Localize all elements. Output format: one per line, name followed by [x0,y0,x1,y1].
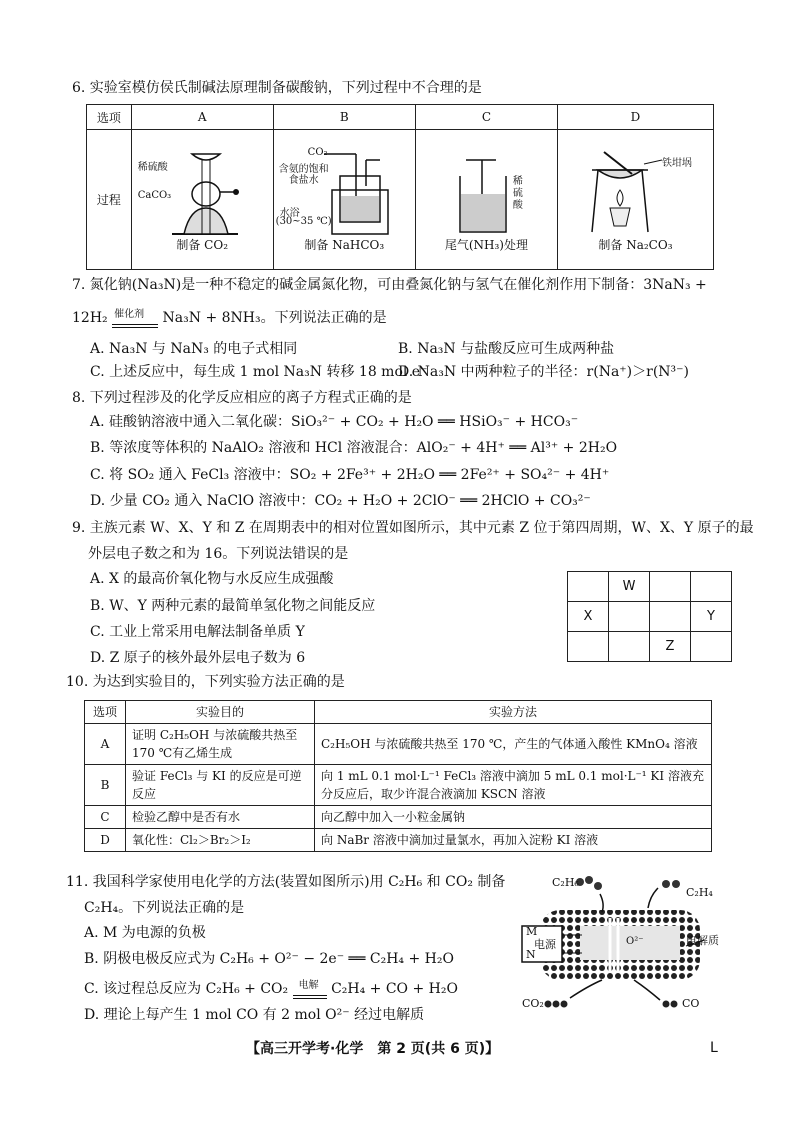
q6-cell-b [273,130,415,270]
electrolysis-cell-figure [510,868,734,1018]
grid-cell [691,632,732,662]
q6-header-label: 选项 [87,105,132,130]
q7-stem-2-right: Na₃N + 8NH₃。下列说法正确的是 [162,310,387,326]
nahco3-setup-figure [274,146,415,236]
q9-option-b: B. W、Y 两种元素的最简单氢化物之间能反应 [90,598,376,614]
q10-row-d-option: D [85,829,126,852]
q10-row-a-goal: 证明 C₂H₅OH 与浓硫酸共热至 170 ℃有乙烯生成 [126,724,315,765]
label-n: N [526,948,536,961]
q10-row-a-method: C₂H₅OH 与浓硫酸共热至 170 ℃，产生的气体通入酸性 KMnO₄ 溶液 [315,724,712,765]
q11-electrolysis-arrow [293,980,327,999]
q11-option-c [84,979,458,999]
q7-arrow [112,309,158,328]
periodic-position-grid [567,571,732,662]
q8-stem: 8. 下列过程涉及的化学反应相应的离子方程式正确的是 [72,390,412,406]
q6-cell-c [415,130,557,270]
q7-option-c: C. 上述反应中，每生成 1 mol Na₃N 转移 18 mol e⁻ [90,364,428,380]
q10-row-c-option: C [85,806,126,829]
q6-table [86,104,714,270]
q7-stem-2 [72,308,387,328]
label-c2h4: C₂H₄ [686,886,713,899]
q10-header-option: 选项 [85,701,126,724]
q8-option-a: A. 硅酸钠溶液中通入二氧化碳：SiO₃²⁻ + CO₂ + H₂O ══ HSiO₃⁻ + HCO₃⁻ [90,414,579,430]
grid-cell [568,632,609,662]
grid-cell [650,602,691,632]
q7-stem-1: 7. 氮化钠(Na₃N)是一种不稳定的碱金属氮化物，可由叠氮化钠与氢气在催化剂作用下制备：3NaN₃ + [72,277,707,293]
q11-option-b: B. 阴极电极反应式为 C₂H₆ + O²⁻ − 2e⁻ ══ C₂H₄ + H₂O [84,951,454,967]
q11-option-c-right: C₂H₄ + CO + H₂O [331,981,458,997]
label-water-bath: 水浴 [279,208,300,219]
grid-cell-x: X [568,602,609,632]
label-iron-crucible: 铁坩埚 [661,158,692,169]
label-dilute-h2so4-c: 稀硫酸 [512,176,523,211]
label-dilute-h2so4: 稀硫酸 [137,162,168,173]
q11-option-d: D. 理论上每产生 1 mol CO 有 2 mol O²⁻ 经过电解质 [84,1007,425,1023]
q11-option-c-left: C. 该过程总反应为 C₂H₆ + CO₂ [84,981,289,997]
label-electrolyte: 电解质 [686,934,719,947]
label-caco3: CaCO₃ [137,190,172,201]
q10-row-d-method: 向 NaBr 溶液中滴加过量氯水，再加入淀粉 KI 溶液 [315,829,712,852]
q7-catalyst: 催化剂 [114,309,145,320]
grid-cell-y: Y [691,602,732,632]
label-co2: CO₂ [307,147,328,158]
q10-stem: 10. 为达到实验目的，下列实验方法正确的是 [66,674,345,690]
q6-letter-c: C [415,105,557,130]
grid-cell [609,632,650,662]
label-ammonia-brine: 含氨的饱和食盐水 [278,164,329,186]
absorption-beaker-figure [416,146,557,236]
q10-row-b-option: B [85,765,126,806]
q6-stem: 6. 实验室模仿侯氏制碱法原理制备碳酸钠，下列过程中不合理的是 [72,80,482,96]
q10-row-a-option: A [85,724,126,765]
page-code: L [710,1040,718,1056]
q6-letter-b: B [273,105,415,130]
q11-electrolysis-label: 电解 [298,980,319,991]
q7-option-a: A. Na₃N 与 NaN₃ 的电子式相同 [90,341,298,357]
grid-cell [691,572,732,602]
q7-option-d: D. Na₃N 中两种粒子的半径：r(Na⁺)＞r(N³⁻) [398,364,690,380]
q6-caption-d: 制备 Na₂CO₃ [598,238,673,252]
label-c2h6: C₂H₆ [552,876,579,889]
label-co: CO [682,997,700,1010]
q9-stem-2: 外层电子数之和为 16。下列说法错误的是 [88,546,349,562]
q6-caption-a: 制备 CO₂ [176,238,229,252]
q10-header-method: 实验方法 [315,701,712,724]
q9-option-d: D. Z 原子的核外最外层电子数为 6 [90,650,306,666]
q7-stem-2-left: 12H₂ [72,310,108,326]
q9-option-a: A. X 的最高价氧化物与水反应生成强酸 [90,571,334,587]
label-m: M [526,925,538,938]
grid-cell [609,602,650,632]
q11-option-a: A. M 为电源的负极 [84,925,206,941]
q10-row-c-method: 向乙醇中加入一小粒金属钠 [315,806,712,829]
q10-header-goal: 实验目的 [126,701,315,724]
q6-caption-b: 制备 NaHCO₃ [304,238,385,252]
q8-option-d: D. 少量 CO₂ 通入 NaClO 溶液中：CO₂ + H₂O + 2ClO⁻ ══ 2HClO + CO₃²⁻ [90,493,591,509]
q7-option-b: B. Na₃N 与盐酸反应可生成两种盐 [398,341,615,357]
label-o2-ion: O²⁻ [626,936,644,947]
q9-option-c: C. 工业上常采用电解法制备单质 Y [90,624,305,640]
q6-cell-a [131,130,273,270]
q10-row-b-method: 向 1 mL 0.1 mol·L⁻¹ FeCl₃ 溶液中滴加 5 mL 0.1 mol·L⁻¹ KI 溶液充分反应后，取少许混合液滴加 KSCN 溶液 [315,765,712,806]
grid-cell-w: W [609,572,650,602]
grid-cell [650,572,691,602]
q6-letter-a: A [131,105,273,130]
q11-stem-2: C₂H₄。下列说法正确的是 [84,900,245,916]
label-power: 电源 [534,938,556,951]
q11-stem-1: 11. 我国科学家使用电化学的方法(装置如图所示)用 C₂H₆ 和 CO₂ 制备 [66,874,506,890]
q9-stem-1: 9. 主族元素 W、X、Y 和 Z 在周期表中的相对位置如图所示，其中元素 Z 位于第四周期，W、X、Y 原子的最 [72,520,754,536]
q6-row-label: 过程 [87,130,132,270]
q8-option-b: B. 等浓度等体积的 NaAlO₂ 溶液和 HCl 溶液混合：AlO₂⁻ + 4H⁺ ══ Al³⁺ + 2H₂O [90,440,618,456]
grid-cell-z: Z [650,632,691,662]
kipp-apparatus-figure [132,146,273,236]
q6-cell-d [557,130,713,270]
q8-option-c: C. 将 SO₂ 通入 FeCl₃ 溶液中：SO₂ + 2Fe³⁺ + 2H₂O ══ 2Fe²⁺ + SO₄²⁻ + 4H⁺ [90,467,610,483]
grid-cell [568,572,609,602]
label-temp-range: (30~35 ℃) [275,216,332,227]
q6-caption-c: 尾气(NH₃)处理 [444,238,528,252]
q10-row-c-goal: 检验乙醇中是否有水 [126,806,315,829]
page-footer: 【高三开学考·化学 第 2 页(共 6 页)】 [246,1041,500,1057]
q10-row-b-goal: 验证 FeCl₃ 与 KI 的反应是可逆反应 [126,765,315,806]
crucible-heating-figure [558,146,713,236]
q6-letter-d: D [557,105,713,130]
label-co2: CO₂ [522,997,544,1010]
q10-table [84,700,712,852]
q10-row-d-goal: 氧化性：Cl₂＞Br₂＞I₂ [126,829,315,852]
